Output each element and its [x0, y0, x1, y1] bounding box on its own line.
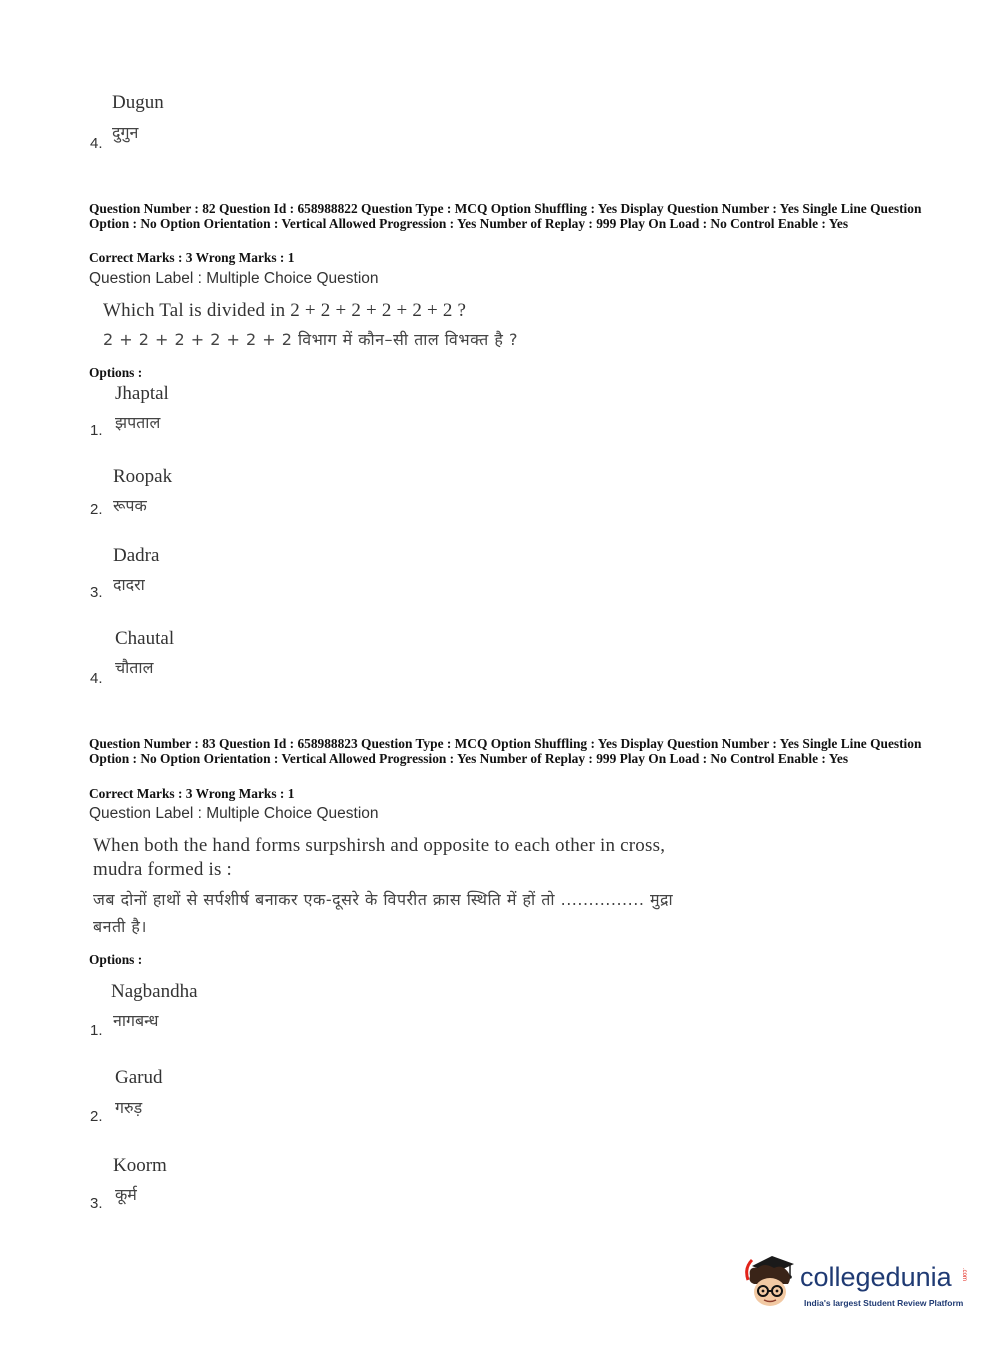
logo-suffix: .com — [961, 1268, 967, 1282]
question-text-en: When both the hand forms surpshirsh and opposite to each other in cross, — [93, 835, 666, 856]
option-number: 2. — [90, 501, 103, 518]
option-hi: नागबन्ध — [113, 1011, 159, 1030]
question-text-en: Which Tal is divided in 2 + 2 + 2 + 2 + 2 + 2 ? — [103, 300, 467, 321]
option-hi: दादरा — [113, 575, 145, 594]
option-en: Dugun — [112, 92, 164, 113]
option-hi: रूपक — [113, 496, 147, 515]
option-hi: कूर्म — [115, 1185, 137, 1204]
logo-wordmark: collegedunia — [800, 1262, 952, 1292]
question-marks: Correct Marks : 3 Wrong Marks : 1 — [89, 786, 295, 801]
option-number: 4. — [90, 135, 103, 152]
option-en: Chautal — [115, 628, 175, 649]
question-label: Question Label : Multiple Choice Question — [89, 270, 379, 287]
option-en: Nagbandha — [111, 981, 198, 1002]
question-meta: Question Number : 82 Question Id : 658988822 Question Type : MCQ Option Shuffling : Yes Display Question Number : Yes Single Line Question Option : No Option Orientation : Vertical Allowed Progression : Yes Number of Replay : 999 Play On Load : No Control Enable : Yes — [89, 201, 922, 231]
question-text-hi: 2 + 2 + 2 + 2 + 2 + 2 विभाग में कौन–सी ताल विभक्त है ? — [103, 330, 518, 349]
collegedunia-logo — [742, 1250, 972, 1316]
option-number: 2. — [90, 1108, 103, 1125]
question-label: Question Label : Multiple Choice Question — [89, 805, 379, 822]
options-header: Options : — [89, 952, 143, 967]
option-en: Jhaptal — [115, 383, 169, 404]
option-number: 4. — [90, 670, 103, 687]
mascot-icon — [742, 1250, 802, 1312]
option-en: Koorm — [113, 1155, 167, 1176]
option-number: 3. — [90, 1195, 103, 1212]
question-text-hi: बनती है। — [93, 917, 147, 936]
option-hi: गरुड़ — [115, 1098, 143, 1117]
options-header: Options : — [89, 365, 143, 380]
option-number: 1. — [90, 1022, 103, 1039]
question-meta: Question Number : 83 Question Id : 658988823 Question Type : MCQ Option Shuffling : Yes Display Question Number : Yes Single Line Question Option : No Option Orientation : Vertical Allowed Progression : Yes Number of Replay : 999 Play On Load : No Control Enable : Yes — [89, 736, 922, 766]
option-en: Dadra — [113, 545, 160, 566]
option-number: 1. — [90, 422, 103, 439]
question-text-hi: जब दोनों हाथों से सर्पशीर्ष बनाकर एक-दूसरे के विपरीत क्रास स्थिति में हों तो ............... मुद्रा — [93, 890, 674, 909]
question-marks: Correct Marks : 3 Wrong Marks : 1 — [89, 250, 295, 265]
option-hi: दुगुन — [112, 123, 139, 142]
option-en: Roopak — [113, 466, 173, 487]
question-text-en: mudra formed is : — [93, 859, 233, 880]
option-number: 3. — [90, 584, 103, 601]
option-hi: झपताल — [115, 413, 161, 432]
option-en: Garud — [115, 1067, 163, 1088]
option-hi: चौताल — [115, 658, 154, 677]
logo-tagline: India's largest Student Review Platform — [804, 1298, 964, 1308]
